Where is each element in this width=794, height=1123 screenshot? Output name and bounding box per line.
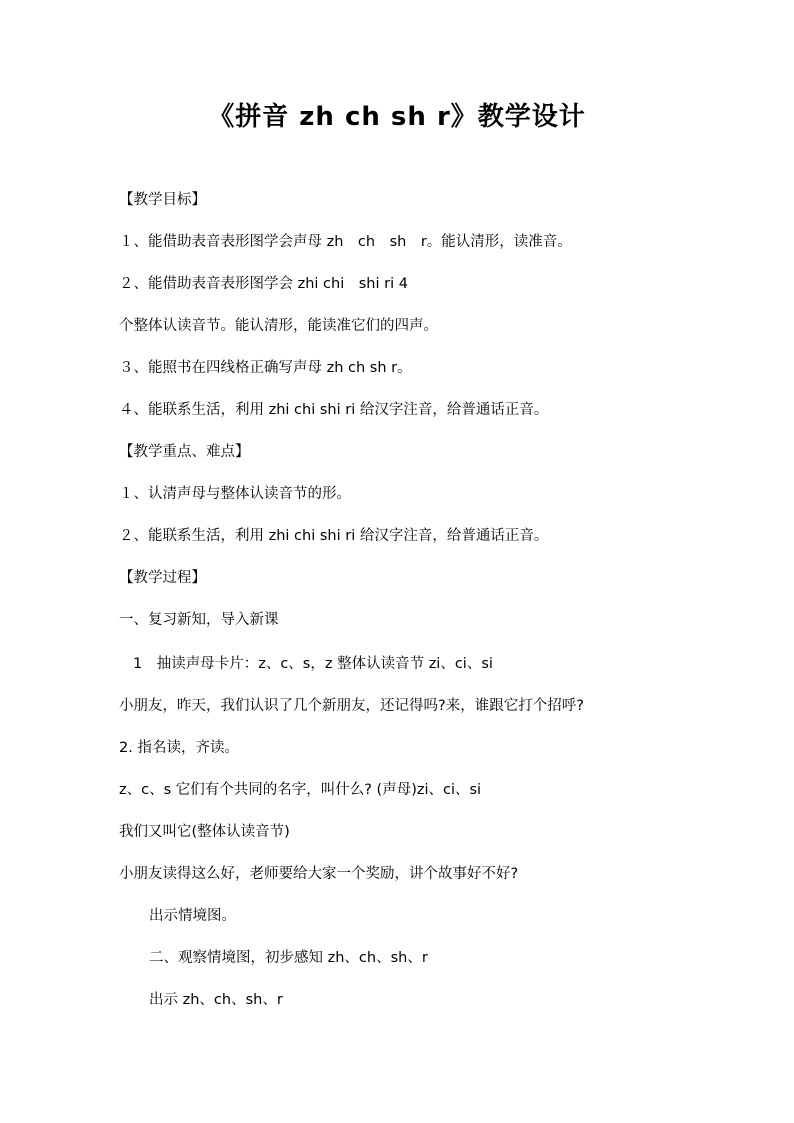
paragraph-line: １、认清声母与整体认读音节的形。	[119, 486, 351, 502]
paragraph-line: 二、观察情境图，初步感知 zh、ch、sh、r	[149, 950, 428, 966]
paragraph-line: 出示情境图。	[149, 908, 236, 924]
section-heading-process: 【教学过程】	[119, 570, 206, 586]
paragraph-line: 一、复习新知，导入新课	[119, 612, 279, 628]
paragraph-line: 1 抽读声母卡片：z、c、s，z 整体认读音节 zi、ci、si	[133, 656, 493, 672]
paragraph-line: ２、能借助表音表形图学会 zhi chi shi ri 4	[119, 276, 408, 292]
section-heading-key-points: 【教学重点、难点】	[119, 444, 250, 460]
section-heading-objectives: 【教学目标】	[119, 192, 206, 208]
paragraph-line: 出示 zh、ch、sh、r	[149, 992, 283, 1008]
paragraph-line: ２、能联系生活，利用 zhi chi shi ri 给汉字注音，给普通话正音。	[119, 528, 549, 544]
paragraph-line: 小朋友，昨天，我们认识了几个新朋友，还记得吗?来，谁跟它打个招呼?	[119, 698, 584, 714]
paragraph-line: 小朋友读得这么好，老师要给大家一个奖励，讲个故事好不好?	[119, 866, 519, 882]
paragraph-line: ４、能联系生活，利用 zhi chi shi ri 给汉字注音，给普通话正音。	[119, 402, 549, 418]
paragraph-line: １、能借助表音表形图学会声母 zh ch sh r。能认清形，读准音。	[119, 234, 572, 250]
paragraph-line: 个整体认读音节。能认清形，能读准它们的四声。	[119, 318, 438, 334]
paragraph-line: ３、能照书在四线格正确写声母 zh ch sh r。	[119, 360, 412, 376]
paragraph-line: z、c、s 它们有个共同的名字，叫什么? (声母)zi、ci、si	[119, 782, 482, 798]
paragraph-line: 2. 指名读，齐读。	[119, 740, 239, 756]
document-title: 《拼音 zh ch sh r》教学设计	[208, 102, 586, 132]
paragraph-line: 我们又叫它(整体认读音节)	[119, 824, 290, 840]
